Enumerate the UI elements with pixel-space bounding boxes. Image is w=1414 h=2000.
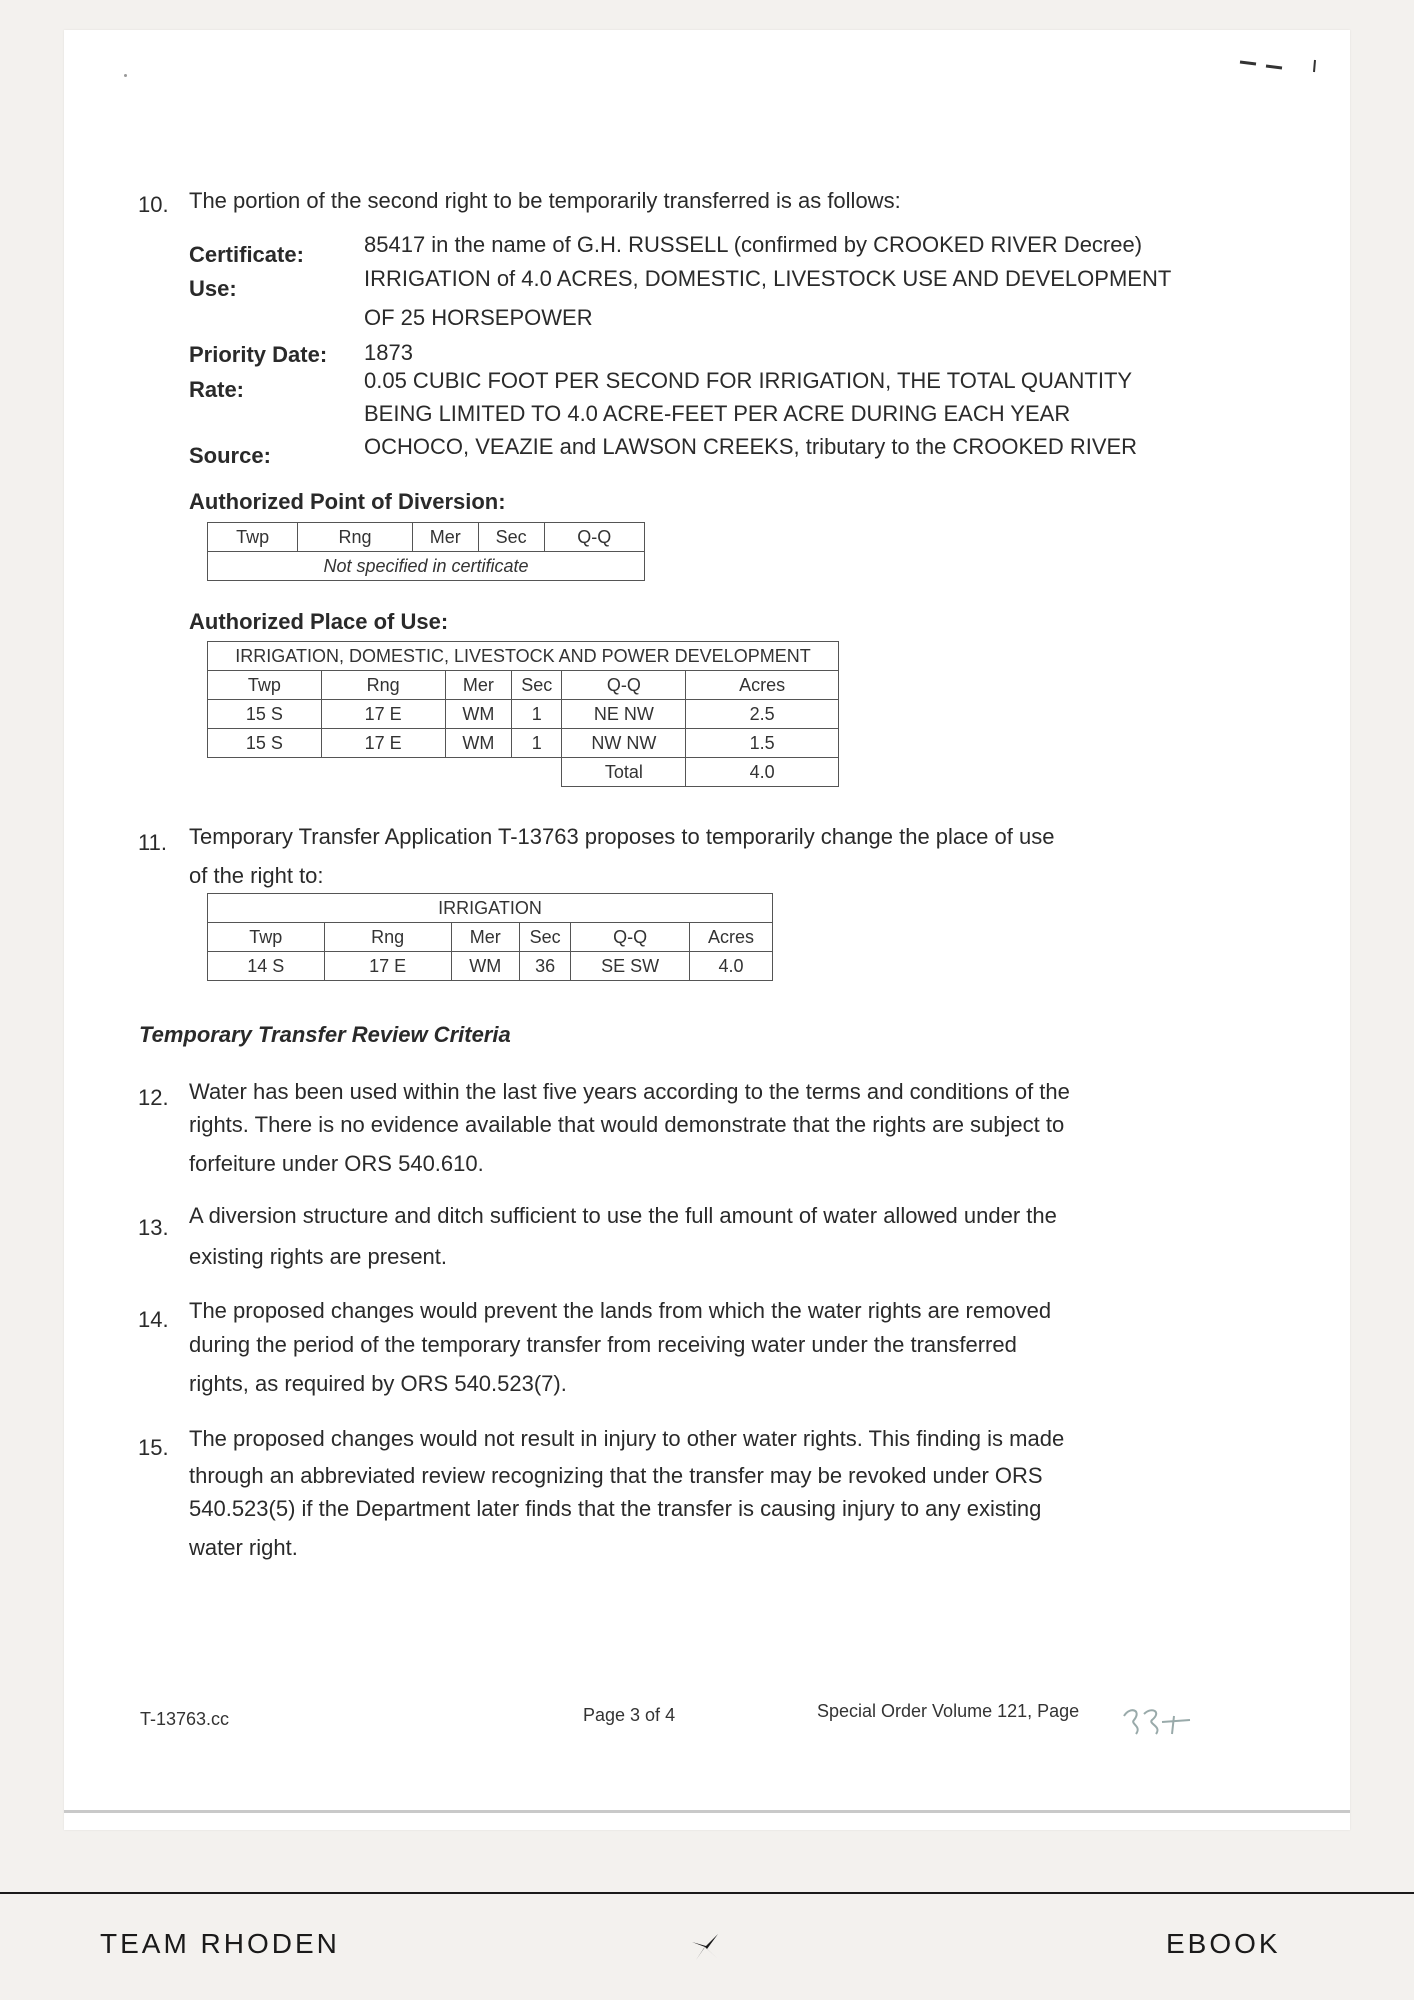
proposed-cell: 17 E: [324, 952, 451, 981]
rate-value-line-2: BEING LIMITED TO 4.0 ACRE-FEET PER ACRE DURING EACH YEAR: [364, 401, 1071, 426]
item-15-line-3: 540.523(5) if the Department later finds that the transfer is causing injury to any existing: [189, 1496, 1042, 1521]
source-value: OCHOCO, VEAZIE and LAWSON CREEKS, tributary to the CROOKED RIVER: [364, 434, 1138, 459]
item-12-line-1: Water has been used within the last five years according to the terms and conditions of the: [189, 1079, 1070, 1104]
item-14-line-2: during the period of the temporary transfer from receiving water under the transferred: [189, 1332, 1017, 1357]
pod-header-sec: Sec: [478, 523, 544, 552]
proposed-header-sec: Sec: [519, 923, 570, 952]
item-13-number: 13.: [138, 1215, 169, 1240]
item-15-number: 15.: [138, 1435, 169, 1460]
footer-brand: TEAM RHODEN: [100, 1928, 340, 1959]
pou-cell: 15 S: [208, 729, 322, 758]
footer-ebook: EBOOK: [1166, 1928, 1281, 1959]
item-12-line-2: rights. There is no evidence available that would demonstrate that the rights are subject to: [189, 1112, 1065, 1137]
source-label: Source:: [189, 443, 271, 468]
rate-value-line-1: 0.05 CUBIC FOOT PER SECOND FOR IRRIGATION, THE TOTAL QUANTITY: [364, 368, 1133, 393]
priority-date-label: Priority Date:: [189, 342, 328, 367]
pod-header-rng: Rng: [298, 523, 413, 552]
table-row: [208, 729, 839, 758]
item-15-line-1: The proposed changes would not result in injury to other water rights. This finding is made: [189, 1426, 1065, 1451]
pou-header-rng: Rng: [321, 671, 445, 700]
proposed-cell: 36: [519, 952, 570, 981]
proposed-cell: 14 S: [208, 952, 325, 981]
pou-total-label: Total: [562, 758, 686, 787]
pod-note: Not specified in certificate: [208, 552, 645, 581]
pou-total-value: 4.0: [686, 758, 839, 787]
pou-cell: 1.5: [686, 729, 839, 758]
pou-header-qq: Q-Q: [562, 671, 686, 700]
pou-cell: 1: [512, 729, 562, 758]
proposed-cell: WM: [451, 952, 519, 981]
item-15-line-4: water right.: [189, 1535, 298, 1560]
pou-cell: 17 E: [321, 700, 445, 729]
proposed-header-mer: Mer: [451, 923, 519, 952]
pou-caption: IRRIGATION, DOMESTIC, LIVESTOCK AND POWER DEVELOPMENT: [208, 642, 839, 671]
place-of-use-heading: Authorized Place of Use:: [189, 609, 449, 634]
proposed-header-qq: Q-Q: [571, 923, 690, 952]
pou-blank: [208, 758, 562, 787]
proposed-header-rng: Rng: [324, 923, 451, 952]
file-reference: T-13763.cc: [140, 1709, 230, 1729]
table-row: [208, 952, 773, 981]
pou-cell: WM: [445, 700, 512, 729]
pod-header-mer: Mer: [412, 523, 478, 552]
proposed-place-of-use-table: [207, 893, 773, 981]
pou-header-sec: Sec: [512, 671, 562, 700]
proposed-cell: 4.0: [689, 952, 772, 981]
item-11-number: 11.: [138, 830, 167, 855]
use-value-line-2: OF 25 HORSEPOWER: [364, 305, 593, 330]
pou-header-acres: Acres: [686, 671, 839, 700]
pou-header-twp: Twp: [208, 671, 322, 700]
item-13-line-2: existing rights are present.: [189, 1244, 448, 1269]
use-label: Use:: [189, 276, 237, 301]
item-13-line-1: A diversion structure and ditch sufficient to use the full amount of water allowed under the: [189, 1203, 1057, 1228]
item-10-heading: The portion of the second right to be temporarily transferred is as follows:: [189, 188, 901, 213]
item-14-line-3: rights, as required by ORS 540.523(7).: [189, 1371, 567, 1396]
item-11-line-1: Temporary Transfer Application T-13763 proposes to temporarily change the place of use: [189, 824, 1055, 849]
item-14-number: 14.: [138, 1307, 169, 1332]
item-12-line-3: forfeiture under ORS 540.610.: [189, 1151, 484, 1176]
item-15-line-2: through an abbreviated review recognizing that the transfer may be revoked under ORS: [189, 1463, 1043, 1488]
proposed-cell: SE SW: [571, 952, 690, 981]
proposed-header-twp: Twp: [208, 923, 325, 952]
table-row: [208, 700, 839, 729]
scan-speck: [124, 74, 127, 77]
sparkle-icon: [690, 1932, 720, 1962]
page-number: Page 3 of 4: [583, 1705, 676, 1725]
corner-mark-icon: [1238, 56, 1318, 76]
item-11-line-2: of the right to:: [189, 863, 324, 888]
certificate-label: Certificate:: [189, 242, 304, 267]
proposed-header-acres: Acres: [689, 923, 772, 952]
pou-cell: NE NW: [562, 700, 686, 729]
point-of-diversion-table: [207, 522, 645, 581]
item-14-line-1: The proposed changes would prevent the lands from which the water rights are removed: [189, 1298, 1052, 1323]
page-edge: [64, 1810, 1350, 1813]
pod-header-twp: Twp: [208, 523, 298, 552]
place-of-use-table: [207, 641, 839, 787]
special-order-volume: Special Order Volume 121, Page: [817, 1701, 1080, 1721]
item-12-number: 12.: [138, 1085, 169, 1110]
criteria-heading: Temporary Transfer Review Criteria: [139, 1022, 511, 1047]
footer-divider: [0, 1892, 1414, 1894]
priority-date-value: 1873: [364, 340, 413, 365]
pou-cell: NW NW: [562, 729, 686, 758]
pod-header-qq: Q-Q: [544, 523, 644, 552]
pou-cell: 17 E: [321, 729, 445, 758]
pou-header-mer: Mer: [445, 671, 512, 700]
pou-cell: 2.5: [686, 700, 839, 729]
certificate-value: 85417 in the name of G.H. RUSSELL (confirmed by CROOKED RIVER Decree): [364, 232, 1143, 257]
proposed-caption: IRRIGATION: [208, 894, 773, 923]
point-of-diversion-heading: Authorized Point of Diversion:: [189, 489, 506, 514]
pou-cell: WM: [445, 729, 512, 758]
pou-cell: 1: [512, 700, 562, 729]
use-value-line-1: IRRIGATION of 4.0 ACRES, DOMESTIC, LIVESTOCK USE AND DEVELOPMENT: [364, 266, 1172, 291]
handwritten-page-number: [1118, 1704, 1198, 1740]
rate-label: Rate:: [189, 377, 245, 402]
pou-cell: 15 S: [208, 700, 322, 729]
item-10-number: 10.: [138, 192, 169, 217]
